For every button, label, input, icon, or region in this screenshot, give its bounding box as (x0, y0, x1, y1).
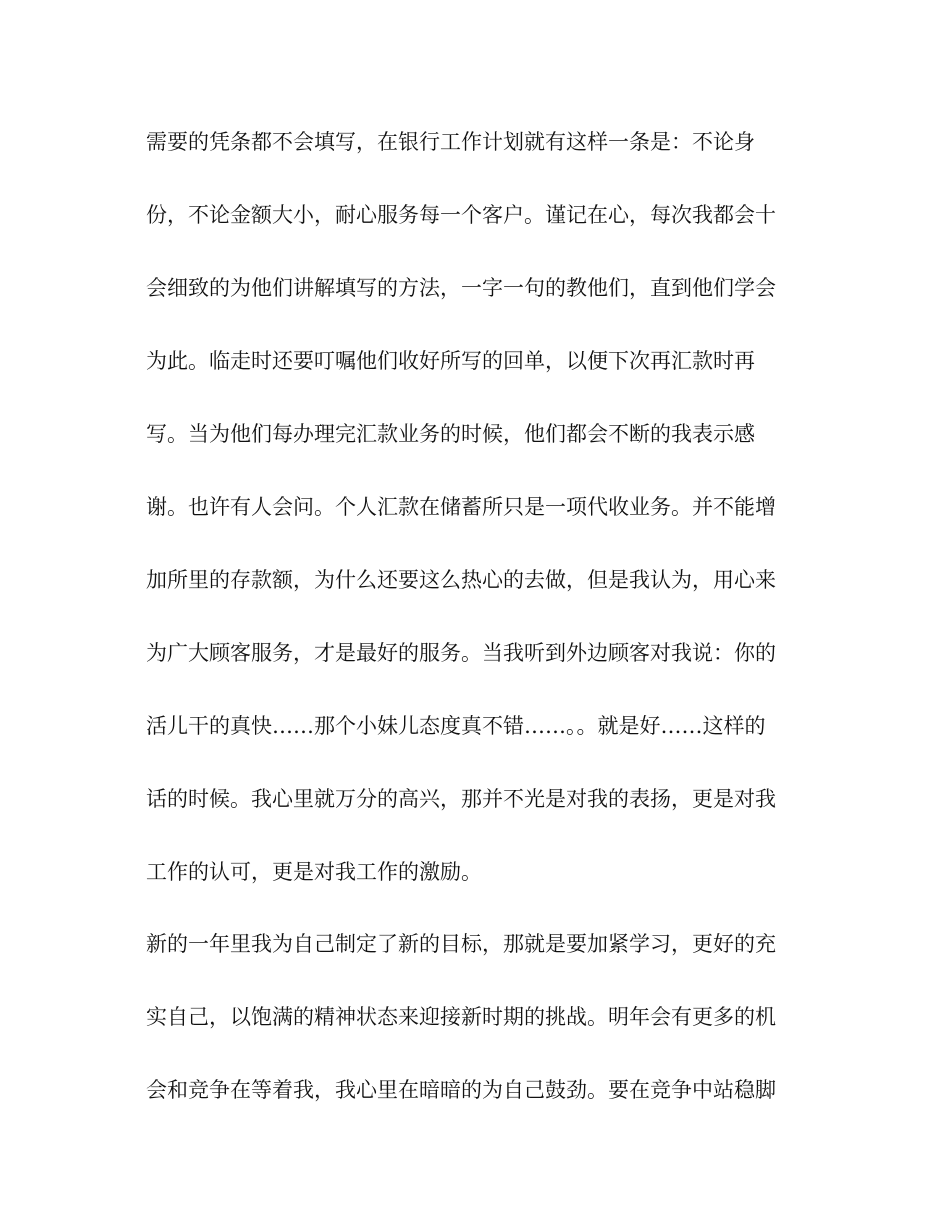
text-line: 为广大顾客服务，才是最好的服务。当我听到外边顾客对我说：你的 (146, 641, 776, 665)
text-line: 话的时候。我心里就万分的高兴，那并不光是对我的表扬，更是对我 (146, 787, 776, 811)
text-line: 为此。临走时还要叮嘱他们收好所写的回单，以便下次再汇款时再 (146, 349, 755, 373)
text-line: 加所里的存款额，为什么还要这么热心的去做，但是我认为，用心来 (146, 568, 776, 592)
text-line: 活儿干的真快……那个小妹儿态度真不错……。。就是好……这样的 (146, 714, 766, 738)
text-line: 写。当为他们每办理完汇款业务的时候，他们都会不断的我表示感 (146, 422, 755, 446)
text-line: 份，不论金额大小，耐心服务每一个客户。谨记在心，每次我都会十 (146, 203, 776, 227)
text-line: 谢。也许有人会问。个人汇款在储蓄所只是一项代收业务。并不能增 (146, 495, 776, 519)
text-line: 会细致的为他们讲解填写的方法，一字一句的教他们，直到他们学会 (146, 276, 776, 300)
text-line: 新的一年里我为自己制定了新的目标，那就是要加紧学习，更好的充 (146, 932, 776, 956)
text-line: 实自己，以饱满的精神状态来迎接新时期的挑战。明年会有更多的机 (146, 1005, 776, 1029)
text-line: 会和竞争在等着我，我心里在暗暗的为自己鼓劲。要在竞争中站稳脚 (146, 1078, 776, 1102)
text-line: 工作的认可，更是对我工作的激励。 (146, 860, 482, 884)
text-line: 需要的凭条都不会填写，在银行工作计划就有这样一条是：不论身 (146, 130, 755, 154)
